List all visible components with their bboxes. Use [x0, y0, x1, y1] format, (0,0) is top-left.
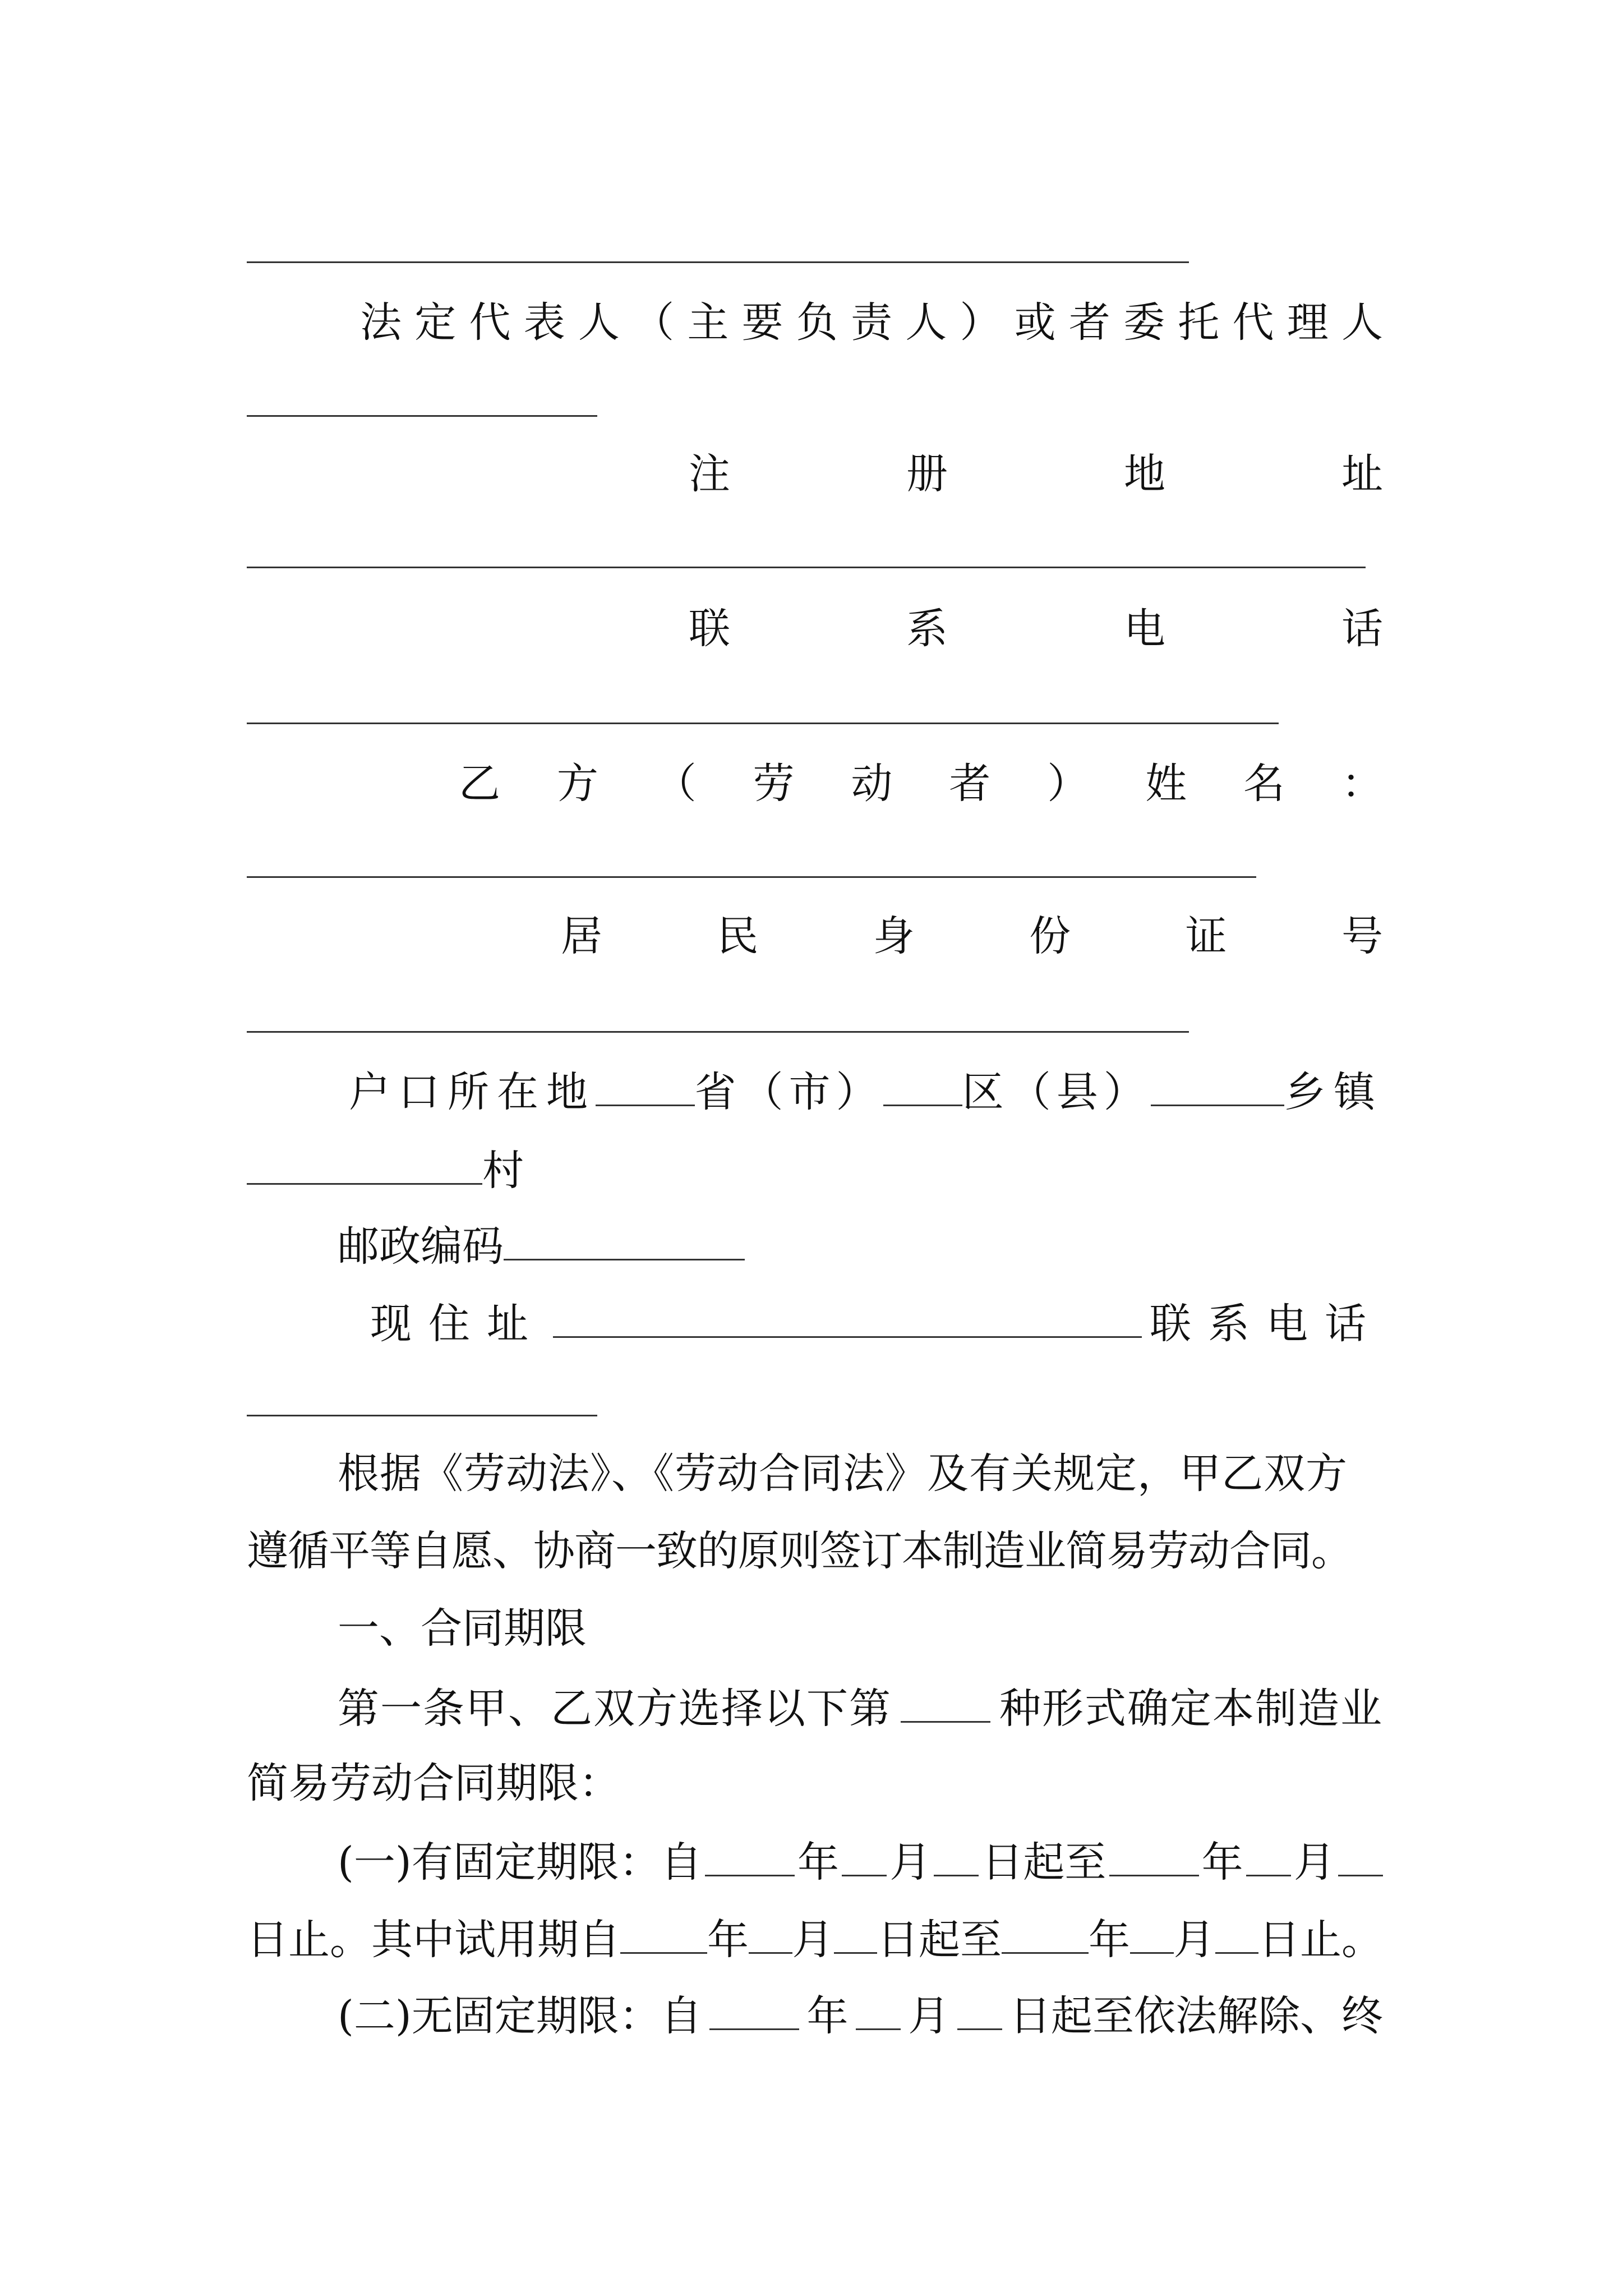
- probation-end-year-blank: [1002, 1916, 1089, 1954]
- town-blank: [1151, 1069, 1284, 1106]
- registered-address-label: [689, 450, 1383, 498]
- probation-start-year-blank: [620, 1916, 707, 1954]
- village-line: [247, 1147, 524, 1195]
- village-label: 村: [482, 1147, 524, 1195]
- probation-label: 止。其中试用期自: [288, 1916, 620, 1964]
- current-address-line: [370, 1300, 1383, 1348]
- district-blank: [883, 1069, 962, 1106]
- blank-line: [247, 876, 1256, 878]
- party-b-name-char: 名: [1243, 760, 1285, 808]
- day-from-label: 日起至: [981, 1838, 1106, 1887]
- postcode-blank: [504, 1223, 745, 1260]
- month-label: 月: [1173, 1916, 1215, 1964]
- party-b-name-char: ）: [1047, 760, 1089, 808]
- probation-end-day-blank: [1215, 1916, 1259, 1954]
- party-b-name-char: （: [654, 760, 697, 808]
- end-month-blank: [1246, 1839, 1291, 1876]
- year-label: 年: [1201, 1838, 1243, 1887]
- article1-line-1: [338, 1685, 1383, 1733]
- registered-address-char: 册: [906, 450, 948, 498]
- year-label: 年: [797, 1838, 839, 1887]
- province-blank: [596, 1069, 695, 1106]
- contact-phone-char: 系: [906, 605, 948, 653]
- resident-id-char: 证: [1185, 912, 1227, 960]
- party-b-name-char: 方: [556, 760, 598, 808]
- province-label: 省（市）: [694, 1068, 883, 1116]
- party-b-name-char: ：: [1341, 760, 1383, 808]
- month-label: 月: [1293, 1838, 1335, 1887]
- section-heading: 一、合同期限: [338, 1604, 587, 1653]
- legal-representative-char: 人: [905, 298, 947, 347]
- legal-representative-char: 理: [1287, 298, 1329, 347]
- legal-representative-char: 或: [1014, 298, 1056, 347]
- probation-line: [247, 1916, 1383, 1964]
- probation-end-month-blank: [1130, 1916, 1174, 1954]
- legal-representative-char: 者: [1068, 298, 1110, 347]
- blank-line: [247, 567, 1366, 568]
- start-year-blank: [705, 1839, 795, 1876]
- blank-line: [247, 1031, 1189, 1033]
- blank-line: [247, 723, 1279, 724]
- unfixed-month-blank: [856, 1993, 901, 2030]
- fixed-term-line: [338, 1838, 1383, 1887]
- blank-line: [247, 261, 1189, 263]
- party-b-phone-label: 联系电话: [1150, 1300, 1383, 1348]
- end-year-blank: [1109, 1839, 1199, 1876]
- legal-representative-char: 负: [796, 298, 838, 347]
- day-label: 日: [247, 1916, 288, 1964]
- party-b-name-char: 乙: [459, 760, 500, 808]
- legal-representative-char: ）: [960, 298, 1002, 347]
- day-from-label: 日起至: [877, 1916, 1002, 1964]
- year-label: 年: [806, 1992, 849, 2040]
- contact-phone-label: [689, 605, 1383, 653]
- legal-representative-char: （: [633, 298, 675, 347]
- legal-representative-char: 人: [1341, 298, 1383, 347]
- legal-representative-char: 表: [523, 298, 565, 347]
- legal-representative-char: 法: [360, 298, 402, 347]
- probation-start-day-blank: [834, 1916, 878, 1954]
- legal-representative-char: 代: [469, 298, 511, 347]
- legal-representative-label: [360, 298, 1383, 347]
- postcode-label: 邮政编码: [338, 1222, 504, 1271]
- hukou-label: 户口所在地: [349, 1068, 596, 1116]
- unfixed-year-blank: [709, 1993, 799, 2030]
- legal-representative-char: 责: [850, 298, 892, 347]
- resident-id-char: 居: [561, 912, 602, 960]
- legal-representative-char: 托: [1178, 298, 1220, 347]
- blank-line: [247, 1415, 597, 1416]
- registered-address-char: 地: [1124, 450, 1165, 498]
- year-label: 年: [1089, 1916, 1130, 1964]
- unfixed-day-blank: [957, 1993, 1002, 2030]
- resident-id-char: 民: [717, 912, 759, 960]
- current-address-blank: [553, 1300, 1142, 1338]
- hukou-line: [349, 1068, 1383, 1116]
- preamble-line-1: 根据《劳动法》、《劳动合同法》及有关规定，甲乙双方: [338, 1450, 1348, 1498]
- month-label: 月: [792, 1916, 834, 1964]
- form-number-blank: [901, 1685, 990, 1723]
- legal-representative-char: 人: [578, 298, 620, 347]
- party-b-name-char: 者: [949, 760, 991, 808]
- legal-representative-char: 定: [414, 298, 457, 347]
- contact-phone-char: 话: [1341, 605, 1383, 653]
- village-blank: [247, 1147, 482, 1185]
- registered-address-char: 址: [1341, 450, 1383, 498]
- legal-representative-char: 要: [741, 298, 783, 347]
- resident-id-char: 身: [873, 912, 915, 960]
- month-label: 月: [908, 1992, 950, 2040]
- party-b-name-char: 姓: [1145, 760, 1187, 808]
- resident-id-char: 号: [1341, 912, 1383, 960]
- legal-representative-char: 代: [1232, 298, 1274, 347]
- blank-line: [247, 415, 597, 417]
- unfixed-end-text: 日起至依法解除、终: [1009, 1992, 1383, 2040]
- party-b-name-label: [459, 760, 1383, 808]
- registered-address-char: 注: [689, 450, 730, 498]
- start-month-blank: [842, 1839, 887, 1876]
- contact-phone-char: 电: [1124, 605, 1165, 653]
- probation-start-month-blank: [749, 1916, 792, 1954]
- end-day-blank: [1338, 1839, 1383, 1876]
- resident-id-char: 份: [1029, 912, 1071, 960]
- district-label: 区（县）: [962, 1068, 1151, 1116]
- year-label: 年: [707, 1916, 749, 1964]
- article1-line-2: 简易劳动合同期限：: [247, 1759, 620, 1807]
- article1-text-a: 第一条甲、乙双方选择以下第: [338, 1685, 892, 1733]
- preamble-line-2: 遵循平等自愿、协商一致的原则签订本制造业简易劳动合同。: [247, 1527, 1352, 1575]
- contact-phone-char: 联: [689, 605, 730, 653]
- start-day-blank: [934, 1839, 979, 1876]
- resident-id-label: [561, 912, 1383, 960]
- party-b-name-char: 动: [851, 760, 893, 808]
- current-address-label: 现住址: [370, 1300, 545, 1348]
- month-label: 月: [889, 1838, 932, 1887]
- article1-text-b: 种形式确定本制造业: [999, 1685, 1383, 1733]
- unfixed-term-label: (二)无固定期限：自: [338, 1992, 702, 2040]
- postcode-line: [338, 1222, 745, 1271]
- fixed-term-label: (一)有固定期限：自: [338, 1838, 702, 1887]
- day-end-label: 日止。: [1258, 1916, 1383, 1964]
- legal-representative-char: 委: [1123, 298, 1165, 347]
- party-b-name-char: 劳: [753, 760, 795, 808]
- unfixed-term-line: [338, 1992, 1383, 2040]
- legal-representative-char: 主: [687, 298, 729, 347]
- town-label: 乡镇: [1284, 1068, 1383, 1116]
